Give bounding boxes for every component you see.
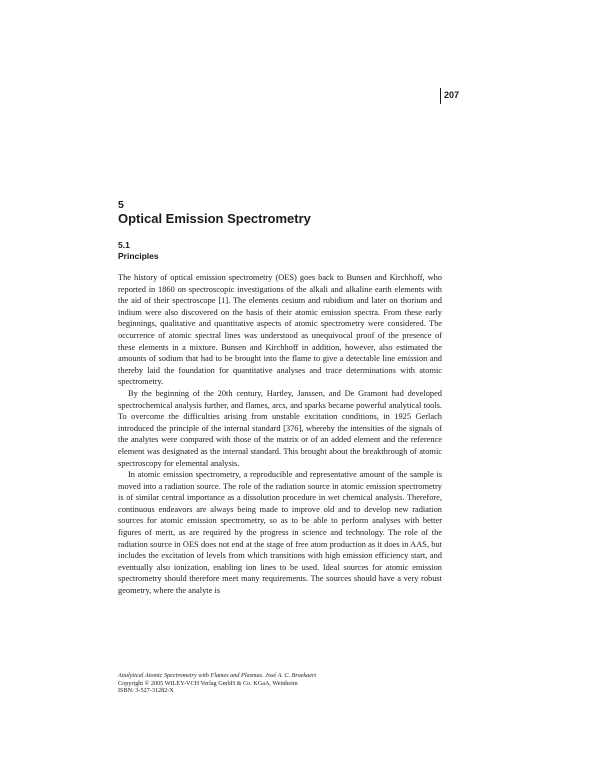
footer-citation: Analytical Atomic Spectrometry with Flames and Plasmas. José A. C. Broekaert (118, 672, 317, 679)
footer-copyright: Copyright © 2005 WILEY-VCH Verlag GmbH & Co. KGaA, Weinheim (118, 679, 298, 687)
chapter-title: Optical Emission Spectrometry (118, 211, 311, 226)
body-text (118, 272, 442, 597)
page-number: 207 (444, 90, 460, 100)
section-number: 5.1 (118, 240, 130, 250)
paragraph-20th-century: By the beginning of the 20th century, Hartley, Janssen, and De Gramont had developed spectrochemical analysis further, and flames, arcs, and sparks became powerful analytical tools. To overcome the difficulties arising from unstable excitation conditions, in 1925 Gerlach introduced the principle of the internal standard [376], whereby the intensities of the signals of the analytes were compared with those of the matrix or of an added element and the reference element was designated as the internal standard. This brought about the breakthrough of atomic spectroscopy for elemental analysis. (118, 388, 442, 468)
page-number-rule (440, 88, 441, 104)
section-title: Principles (118, 251, 159, 261)
paragraph-history: The history of optical emission spectrometry (OES) goes back to Bunsen and Kirchhoff, who reported in 1860 on spectroscopic investigations of the alkali and alkaline earth elements with the aid of their spectroscope [1]. The elements cesium and rubidium and later on thorium and indium were also discovered on the basis of their atomic emission spectra. From these early beginnings, qualitative and quantitative aspects of atomic spectrometry were considered. The occurrence of atomic spectral lines was understood as unequivocal proof of the presence of these elements in a mixture. Bunsen and Kirchhoff in addition, however, also estimated the amounts of sodium that had to be brought into the flame to give a detectable line emission and thereby laid the foundation for quantitative analyses and trace determinations with atomic spectrometry. (118, 273, 442, 387)
chapter-number: 5 (118, 199, 124, 211)
paragraph-radiation-source: In atomic emission spectrometry, a reproducible and representative amount of the sample is moved into a radiation source. The role of the radiation source in atomic emission spectrometry is of similar central importance as a dissolution procedure in wet chemical analysis. Therefore, continuous endeavors are always being made to improve old and to develop new radiation sources for atomic emission spectrometry, so as to be able to perform analyses with better figures of merit, as are required by the progress in science and technology. The role of the radiation source in OES does not end at the stage of free atom production as it does in AAS, but includes the excitation of levels from which transitions with high emission efficiency start, and eventually also ionization, enabling ion lines to be used. Ideal sources for atomic emission spectrometry should therefore meet many requirements. The sources should have a very robust geometry, where the analyte is (118, 470, 442, 596)
footer-isbn: ISBN: 3-527-31282-X (118, 687, 174, 695)
footer (118, 672, 442, 695)
